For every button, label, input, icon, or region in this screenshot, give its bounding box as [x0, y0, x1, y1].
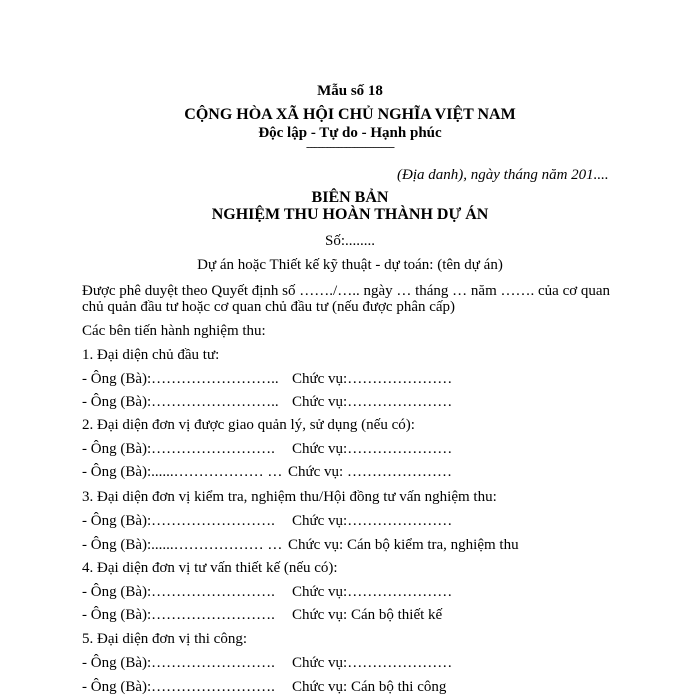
person-position: Chức vụ:………………… [292, 441, 453, 457]
person-position: Chức vụ: ………………… [288, 464, 452, 480]
person-position: Chức vụ: Cán bộ kiểm tra, nghiệm thu [288, 537, 519, 553]
person-row [82, 512, 453, 530]
section-heading: 3. Đại diện đơn vị kiểm tra, nghiệm thu/Hội đồng tư vấn nghiệm thu: [82, 489, 497, 505]
person-name: - Ông (Bà):……………………. [82, 584, 275, 600]
person-name: - Ông (Bà):......……………… … [82, 464, 283, 480]
person-position: Chức vụ:………………… [292, 584, 453, 600]
place-date: (Địa danh), ngày tháng năm 201.... [397, 167, 609, 183]
person-position: Chức vụ:………………… [292, 655, 453, 671]
person-name: - Ông (Bà):……………………. [82, 513, 275, 529]
person-name: - Ông (Bà):……………………. [82, 679, 275, 695]
header-separator: --------------------------------- [306, 141, 394, 153]
project-line: Dự án hoặc Thiết kế kỹ thuật - dự toán: (tên dự án) [197, 257, 503, 273]
person-row [82, 606, 443, 624]
person-name: - Ông (Bà):……………………. [82, 655, 275, 671]
section-heading: 1. Đại diện chủ đầu tư: [82, 347, 220, 363]
person-row [82, 463, 452, 481]
person-position: Chức vụ:………………… [292, 371, 453, 387]
person-position: Chức vụ:………………… [292, 394, 453, 410]
person-name: - Ông (Bà):……………………. [82, 607, 275, 623]
person-position: Chức vụ: Cán bộ thiết kế [292, 607, 443, 623]
section-heading: 2. Đại diện đơn vị được giao quản lý, sử dụng (nếu có): [82, 417, 415, 433]
document-subtitle: NGHIỆM THU HOÀN THÀNH DỰ ÁN [211, 206, 489, 223]
person-name: - Ông (Bà):……………………. [82, 441, 275, 457]
approval-line-2: chủ quản đầu tư hoặc cơ quan chủ đầu tư (nếu được phân cấp) [82, 299, 456, 315]
person-row [82, 536, 519, 554]
form-number: Mẫu số 18 [317, 83, 383, 99]
country-header: CỘNG HÒA XÃ HỘI CHỦ NGHĨA VIỆT NAM [184, 106, 516, 123]
document-title: BIÊN BẢN [311, 189, 389, 206]
person-position: Chức vụ: Cán bộ thi công [292, 679, 447, 695]
document-number: Số:........ [324, 233, 375, 249]
motto: Độc lập - Tự do - Hạnh phúc [258, 125, 442, 141]
person-row [82, 583, 453, 601]
person-name: - Ông (Bà):......……………… … [82, 537, 283, 553]
section-heading: 5. Đại diện đơn vị thi công: [82, 631, 247, 647]
person-row [82, 678, 447, 696]
person-row [82, 440, 453, 458]
section-heading: 4. Đại diện đơn vị tư vấn thiết kế (nếu có): [82, 560, 338, 576]
person-position: Chức vụ:………………… [292, 513, 453, 529]
person-row [82, 654, 453, 672]
person-name: - Ông (Bà):…………………….. [82, 371, 279, 387]
person-row [82, 393, 453, 411]
parties-intro: Các bên tiến hành nghiệm thu: [82, 323, 266, 339]
person-name: - Ông (Bà):…………………….. [82, 394, 279, 410]
person-row [82, 370, 453, 388]
approval-line-1: Được phê duyệt theo Quyết định số ……./….. ngày … tháng … năm ……. của cơ quan [82, 283, 611, 299]
